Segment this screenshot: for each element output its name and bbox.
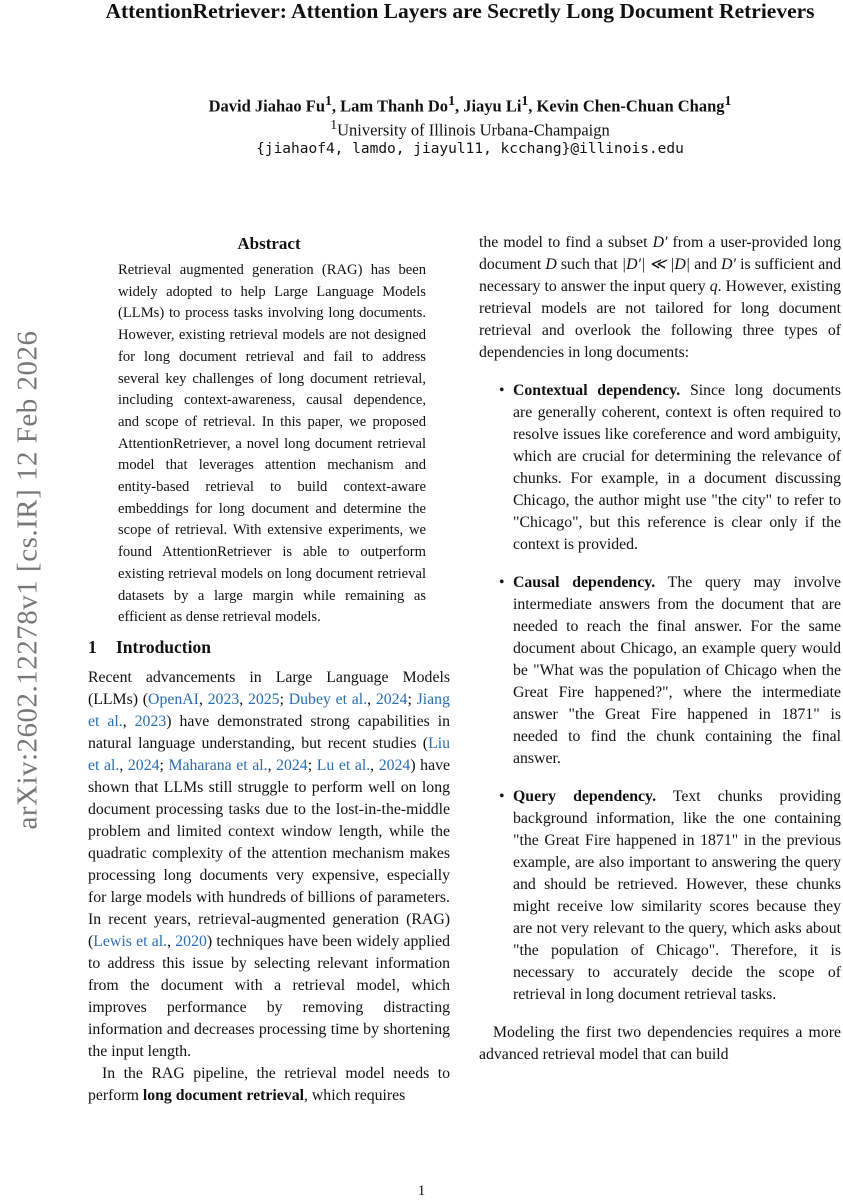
citation-link[interactable]: 2020	[175, 932, 207, 950]
intro-paragraph-2	[88, 1063, 450, 1107]
arxiv-identifier	[8, 290, 48, 870]
citation-link[interactable]: Maharana et al.	[168, 756, 268, 774]
text-run: ) have shown that LLMs still struggle to perform well on long document processing tasks due to the lost-in-the-middle problem and limited context window length, while the quadratic complexity of the attention mechanism makes processing long documents very expensive, especially for large models with hundreds of billions of parameters. In recent years, retrieval-augmented generation (RAG) (	[88, 756, 450, 950]
text-run: ,	[239, 690, 248, 708]
bullet-icon: •	[499, 382, 505, 399]
math-symbol: q	[709, 278, 718, 295]
text-run: ,	[167, 932, 176, 950]
citation-link[interactable]: Lu et al.	[316, 756, 371, 774]
text-run: ,	[119, 756, 128, 774]
citation-link[interactable]: 2024	[375, 690, 408, 708]
text-run: the model to find a subset	[479, 234, 653, 251]
text-run: ,	[367, 690, 376, 708]
citation-link[interactable]: 2023	[134, 712, 167, 730]
author-list: David Jiahao Fu$^1$, Lam Thanh Do$^1$, Jiayu Li$^1$, Kevin Chen-Chuan Chang$^1$	[208, 93, 732, 116]
text-run: ;	[159, 756, 169, 774]
text-run: ;	[279, 690, 289, 708]
text-run: Recent advancements in Large Language Models (LLMs) (	[88, 668, 450, 708]
text-run: ;	[307, 756, 317, 774]
right-paragraph-2: Modeling the first two dependencies requires a more advanced retrieval model that can build	[479, 1024, 841, 1063]
citation-link[interactable]: 2025	[247, 690, 280, 708]
text-run: is sufficient and necessary to answer the input query	[479, 256, 841, 295]
dependency-list	[479, 380, 841, 1006]
text-run: In the RAG pipeline, the retrieval model needs to perform	[88, 1064, 450, 1104]
right-paragraph-1	[479, 232, 841, 364]
text-run: from a user-provided long document	[479, 234, 842, 273]
arxiv-id-text: arXiv:2602.12278v1 [cs.IR] 12 Feb 2026	[11, 330, 44, 830]
list-item-text: Since long documents are generally coherent, context is often required to resolve issues like coreference and word ambiguity, which are crucial for determining the relevance of chunks. For example, in a document discussing Chicago, the author might use "the city" to refer to "Chicago", but this reference is clear only if the context is provided.	[513, 382, 841, 553]
author-affil-mark: 1	[724, 93, 732, 108]
list-item-title: Contextual dependency.	[513, 382, 681, 399]
author-affil-mark: 1	[448, 93, 455, 108]
text-run: such that	[556, 256, 622, 273]
text-run: ) techniques have been widely applied to address this issue by selecting relevant information from the document with a retrieval model, which improves performance by removing distracting information and decreases processing time by shortening the input length.	[88, 932, 450, 1060]
paper-title: AttentionRetriever: Attention Layers are Secretly Long Document Retrievers	[105, 0, 815, 23]
list-item-text: Text chunks providing background information, like the one containing "the Great Fire happened in 1871" in the previous example, are also important to answering the query and should be retrieved. However, these chunks might receive low similarity scores because they are not very relevant to the query, which asks about "the population of Chicago". Therefore, it is necessary to accurately decide the scope of retrieval in long document retrieval tasks.	[513, 788, 841, 1003]
math-symbol: D′	[652, 234, 668, 251]
text-run: and	[690, 256, 722, 273]
author: David Jiahao Fu	[208, 96, 326, 116]
list-item-title: Causal dependency.	[513, 574, 656, 591]
page-number: 1	[417, 1183, 426, 1199]
author-affil-mark: 1	[325, 93, 332, 108]
citation-link[interactable]: Lewis et al.	[93, 932, 168, 950]
left-column	[88, 232, 450, 1107]
math-expression: |D′| ≪ |D|	[621, 256, 691, 273]
citation-link[interactable]: Jiang et al.	[88, 690, 450, 730]
citation-link[interactable]: Dubey et al.	[288, 690, 368, 708]
abstract-heading: Abstract	[237, 234, 301, 253]
text-run: ,	[122, 712, 135, 730]
citation-link[interactable]: 2023	[207, 690, 240, 708]
text-run: ) have demonstrated strong capabilities in natural language understanding, but recent studies (	[88, 712, 450, 752]
text-run: ,	[267, 756, 277, 774]
text-run: ,	[198, 690, 208, 708]
text-run: ,	[370, 756, 379, 774]
math-symbol: D	[545, 256, 557, 273]
citation-link[interactable]: Liu et al.	[88, 734, 450, 774]
text-run: . However, existing retrieval models are not tailored for long document retrieval and overlook the following three types of dependencies in long documents:	[479, 278, 841, 361]
affiliation-text: University of Illinois Urbana-Champaign	[337, 120, 610, 140]
text-run: , which requires	[304, 1086, 406, 1104]
citation-link[interactable]: 2024	[276, 756, 308, 774]
intro-paragraph-1	[88, 667, 450, 1063]
list-item-text: The query may involve intermediate answers from the document that are needed to reach the final answer. For the same document about Chicago, an example query would be "What was the population of Chicago when the Great Fire happened?", where the intermediate answer "the Great Fire happened in 1871" is needed to find the chunk containing the final answer.	[513, 574, 841, 767]
affiliation-mark: 1	[330, 117, 338, 132]
text-run: ;	[407, 690, 417, 708]
author-affil-mark: 1	[521, 93, 529, 108]
math-symbol: D′	[721, 256, 736, 273]
right-column	[479, 232, 841, 1066]
list-item-causal-dependency	[479, 572, 841, 770]
author: Kevin Chen-Chuan Chang	[536, 96, 725, 116]
list-item-query-dependency	[479, 786, 841, 1006]
author: Lam Thanh Do	[340, 96, 449, 116]
section-title: Introduction	[116, 636, 211, 657]
citation-link[interactable]: OpenAI	[148, 690, 199, 708]
citation-link[interactable]: 2024	[378, 756, 411, 774]
emphasis-term: long document retrieval	[142, 1086, 304, 1104]
abstract-text: Retrieval augmented generation (RAG) has been widely adopted to help Large Language Models (LLMs) to process tasks involving long documents. However, existing retrieval models are not designed for long document retrieval and fail to address several key challenges of long document retrieval, including context-awareness, causal dependence, and scope of retrieval. In this paper, we proposed AttentionRetriever, a novel long document retrieval model that leverages attention mechanism and entity-based retrieval to build context-aware embeddings for long document and determine the scope of retrieval. With extensive experiments, we found AttentionRetriever is able to outperform existing retrieval models on long document retrieval datasets by a large margin while remaining as efficient as dense retrieval models.	[118, 262, 426, 626]
bullet-icon: •	[499, 788, 505, 805]
citation-link[interactable]: 2024	[127, 756, 160, 774]
author-emails: {jiahaof4, lamdo, jiayul11, kcchang}@illinois.edu	[256, 141, 684, 157]
section-heading-introduction	[88, 635, 450, 659]
author: Jiayu Li	[463, 96, 522, 116]
list-item-title: Query dependency.	[513, 788, 657, 805]
section-number: 1	[88, 636, 97, 657]
bullet-icon: •	[499, 574, 505, 591]
list-item-contextual-dependency	[479, 380, 841, 556]
